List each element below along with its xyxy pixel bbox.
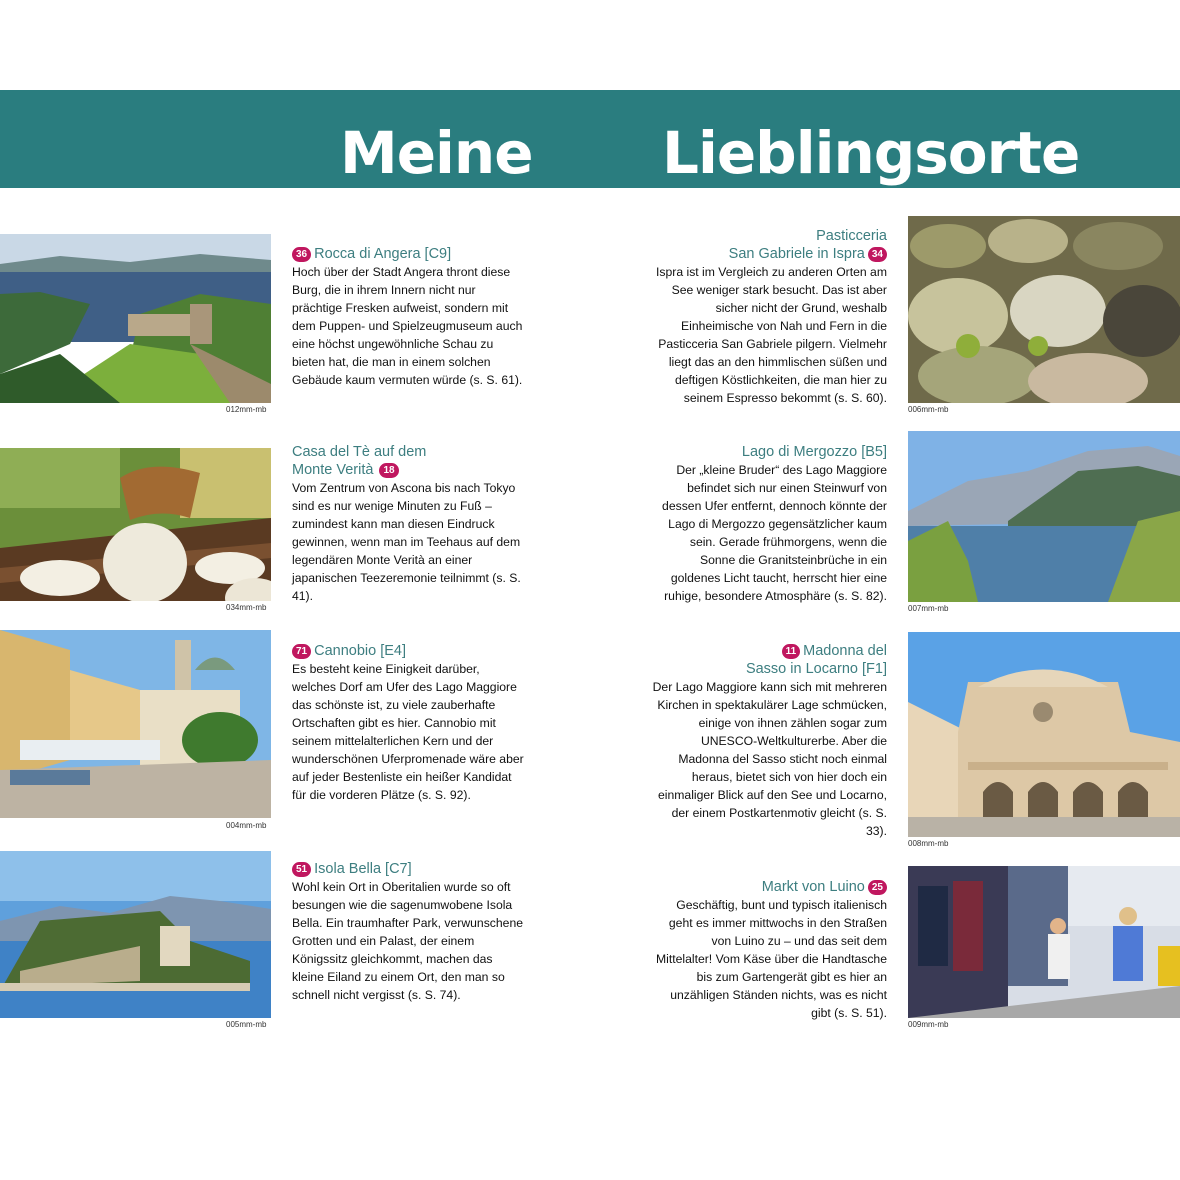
photo-credit: 009mm-mb <box>908 1020 949 1029</box>
location-number-badge: 51 <box>292 862 311 877</box>
photo-credit: 005mm-mb <box>226 1020 267 1029</box>
photo-credit: 012mm-mb <box>226 405 267 414</box>
entry-title: 51 Isola Bella [C7] <box>292 860 524 878</box>
entry-body: Der „kleine Bruder“ des Lago Maggiore befindet sich nur einen Steinwurf von dessen Ufer entfernt, dennoch könnte der Lago di Mergozzo gegensätzlicher kaum sein. Gerade frühmorgens, wenn die Sonne die Granitsteinbrüche in ein goldenes Licht taucht, herrscht hier eine ruhige, besondere Atmosphäre (s. S. 82). <box>662 463 887 603</box>
location-number-badge: 25 <box>868 880 887 895</box>
entry-markt-von-luino <box>652 878 887 1022</box>
entry-isola-bella <box>292 860 524 1004</box>
photo-cannobio <box>0 630 271 818</box>
photo-isola-bella <box>0 851 271 1018</box>
photo-lago-di-mergozzo <box>908 431 1180 602</box>
page-title-right: Lieblingsorte <box>662 119 1080 187</box>
entry-body: Hoch über der Stadt Angera thront diese Burg, die in ihrem Innern nicht nur prächtige Fresken aufweist, sondern mit dem Puppen- und Spielzeugmuseum auch eine höchst ungewöhnliche Schau zu bieten hat, die man in einem solchen Gebäude kaum vermuten würde (s. S. 61). <box>292 265 523 387</box>
location-number-badge: 71 <box>292 644 311 659</box>
entry-title: 11 Madonna del Sasso in Locarno [F1] <box>745 643 887 677</box>
location-number-badge: 36 <box>292 247 311 262</box>
entry-lago-di-mergozzo <box>652 443 887 605</box>
photo-credit: 007mm-mb <box>908 604 949 613</box>
photo-credit: 006mm-mb <box>908 405 949 414</box>
entry-cannobio <box>292 642 524 804</box>
photo-casa-del-te <box>0 448 271 601</box>
location-number-badge: 18 <box>379 463 398 478</box>
entry-body: Ispra ist im Vergleich zu anderen Orten am See weniger stark besucht. Das ist aber sicher nicht der Grund, weshalb Einheimische von Nah und Fern in die Pasticceria San Gabriele pilgern. Vielmehr liegt das an den himmlischen süßen und deftigen Köstlichkeiten, die man hier zu seinem Espresso bekommt (s. S. 60). <box>656 265 887 405</box>
entry-title: Pasticceria San Gabriele in Ispra 34 <box>728 228 887 262</box>
photo-markt-von-luino <box>908 866 1180 1018</box>
location-number-badge: 34 <box>868 247 887 262</box>
entry-body: Geschäftig, bunt und typisch italienisch geht es immer mittwochs in den Straßen von Luino zu – und das seit dem Mittelalter! Vom Käse über die Handtasche bis zum Gartengerät gibt es hier an unzähligen Ständen nichts, was es nicht gibt (s. S. 51). <box>655 898 887 1020</box>
entry-body: Der Lago Maggiore kann sich mit mehreren Kirchen in spektakulärer Lage schmücken, einige von ihnen zählen sogar zum UNESCO-Weltkulturerbe. Aber die Madonna del Sasso sticht noch einmal heraus, bietet sich von hier doch ein einmaliger Blick auf den See und Locarno, der einem Postkartenmotiv gleicht (s. S. 33). <box>652 680 887 838</box>
photo-credit: 034mm-mb <box>226 603 267 612</box>
location-number-badge: 11 <box>782 644 801 659</box>
photo-rocca-di-angera <box>0 234 271 403</box>
page-title-left: Meine <box>340 119 533 187</box>
entry-title: Lago di Mergozzo [B5] <box>741 444 887 460</box>
photo-credit: 008mm-mb <box>908 839 949 848</box>
photo-madonna-del-sasso <box>908 632 1180 837</box>
photo-credit: 004mm-mb <box>226 821 267 830</box>
entry-body: Es besteht keine Einigkeit darüber, welches Dorf am Ufer des Lago Maggiore das schönste ist, zu viele zauberhafte Ortschaften gibt es hier. Cannobio mit seinem mittelalterlichen Kern und der wunderschönen Uferpromenade wäre aber auf jeder Bestenliste ein heißer Kandidat für die vorderen Plätze (s. S. 92). <box>292 662 524 802</box>
entry-madonna-del-sasso <box>652 642 887 840</box>
entry-body: Wohl kein Ort in Oberitalien wurde so oft besungen wie die sagenumwobene Isola Bella. Ein traumhafter Park, verwunschene Grotten und ein Palast, der einem Königssitz gleichkommt, machen das kleine Eiland zu einem Ort, den man so schnell nicht vergisst (s. S. 74). <box>292 880 523 1002</box>
entry-rocca-di-angera <box>292 245 524 389</box>
entry-pasticceria <box>652 227 887 407</box>
entry-title: 36 Rocca di Angera [C9] <box>292 245 524 263</box>
entry-title: Markt von Luino 25 <box>652 878 887 896</box>
entry-title: 71 Cannobio [E4] <box>292 642 524 660</box>
photo-pasticceria <box>908 216 1180 403</box>
entry-casa-del-te <box>292 443 524 605</box>
entry-title: Casa del Tè auf dem Monte Verità 18 <box>292 444 427 478</box>
entry-body: Vom Zentrum von Ascona bis nach Tokyo sind es nur wenige Minuten zu Fuß – zumindest kann man diesen Eindruck gewinnen, wenn man im Teehaus auf dem legendären Monte Verità an einer japanischen Teezeremonie teilnimmt (s. S. 41). <box>292 481 521 603</box>
